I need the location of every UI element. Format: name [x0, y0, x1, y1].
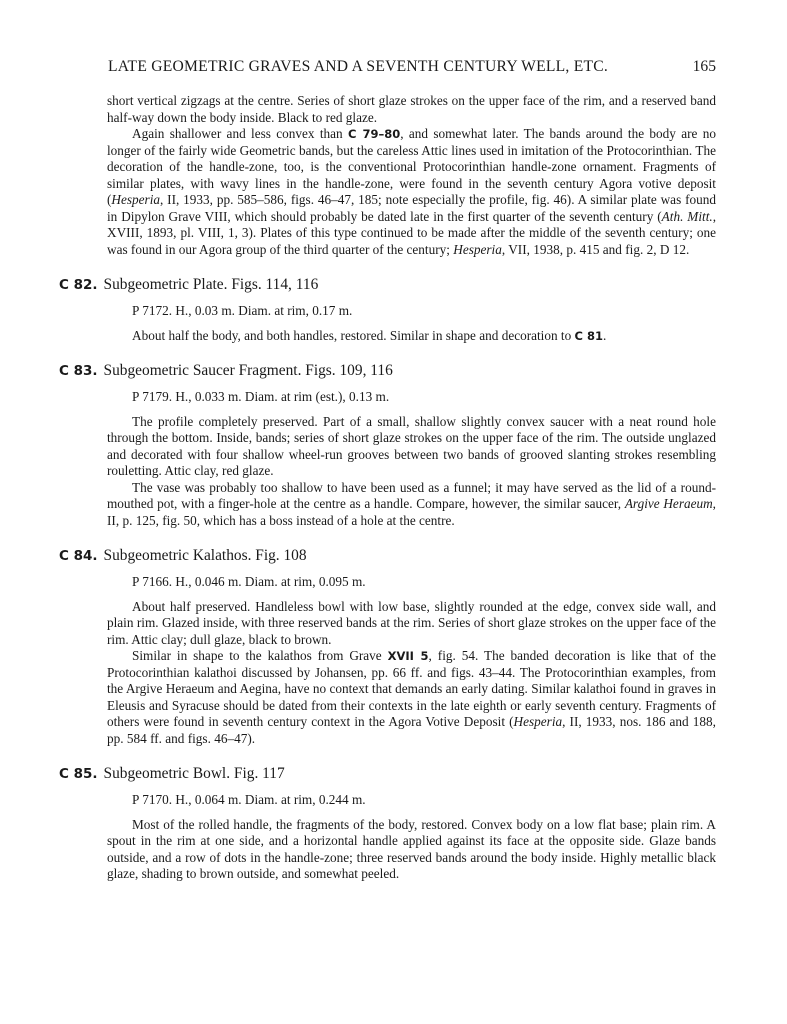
entry-title: Subgeometric Bowl. Fig. 117 [103, 765, 285, 782]
entry-description: About half preserved. Handleless bowl with low base, slightly rounded at the edge, convex side wall, and plain rim. Glazed inside, with three reserved bands at the rim. Series of short glaze strokes on the upper face of the rim. Attic clay; dull glaze, black to brown. [107, 598, 716, 647]
entry-heading [59, 361, 716, 381]
entry-heading [59, 764, 716, 784]
page-number: 165 [692, 58, 716, 75]
entry-title: Subgeometric Kalathos. Fig. 108 [103, 547, 307, 564]
running-title: LATE GEOMETRIC GRAVES AND A SEVENTH CENTURY WELL, ETC. [108, 58, 609, 75]
journal-title: Hesperia [513, 714, 563, 729]
entry-number: C 84. [59, 548, 98, 564]
entry-number: C 82. [59, 277, 98, 293]
entry-description: Most of the rolled handle, the fragments of the body, restored. Convex body on a low flat base; plain rim. A spout in the rim at one side, and a horizontal handle applied against its face at the opposite side. Glaze bands outside, and a row of dots in the handle-zone; three reserved bands around the body inside. Highly metallic black glaze, shading to brown outside, and somewhat peeled. [107, 816, 716, 881]
entry-measurements: P 7170. H., 0.064 m. Diam. at rim, 0.244 m. [132, 792, 366, 807]
catalogue-entry-c83 [59, 361, 716, 529]
catalogue-reference: C 79–80 [347, 127, 401, 141]
entry-heading [59, 275, 716, 295]
intro-paragraph-1: short vertical zigzags at the centre. Series of short glaze strokes on the upper face of the rim, and a reserved band half-way down the body inside. Black to red glaze. [107, 93, 716, 125]
catalogue-entry-c85 [59, 764, 716, 883]
catalogue-entry-c84 [59, 546, 716, 747]
catalogue-entry-c82 [59, 275, 716, 344]
entry-title: Subgeometric Plate. Figs. 114, 116 [103, 276, 319, 293]
catalogue-reference: C 81 [574, 328, 603, 343]
entry-commentary: Similar in shape to the kalathos from Grave XVII 5, fig. 54. The banded decoration is like that of the Protocorinthian kalathoi discussed by Johansen, pp. 66 ff. and figs. 43–44. The Protocorinthian examples, from the Argive Heraeum and Aegina, have no context that demands an early dating. Similar kalathoi found in graves in Eleusis and Syracuse should be dated from their contexts in the late eighth or early seventh century. Fragments of others were found in seventh century context in the Agora Votive Deposit (Hesperia, II, 1933, nos. 186 and 188, pp. 584 ff. and figs. 46–47). [107, 648, 716, 746]
running-header [108, 58, 716, 80]
page-body [59, 93, 717, 883]
entry-description: The profile completely preserved. Part of a small, shallow slightly convex saucer with a neat round hole through the bottom. Inside, bands; series of short glaze strokes on the upper face of the rim. The outside unglazed and decorated with four shallow wheel-run grooves between two bands of grooved slanting strokes resembling rouletting. Attic clay, red glaze. [107, 413, 716, 478]
journal-title: Ath. Mitt. [661, 208, 713, 224]
entry-measurements: P 7166. H., 0.046 m. Diam. at rim, 0.095 m. [132, 574, 366, 589]
journal-title: Hesperia [453, 241, 502, 257]
intro-paragraph-2: Again shallower and less convex than C 79–80, and somewhat later. The bands around the body are no longer of the fairly wide Geometric bands, but the careless Attic lines used in imitation of the Protocorinthian. The decoration of the handle-zone, too, is the conventional Protocorinthian handle-zone ornament. Fragments of similar plates, with wavy lines in the handle-zone, were found in the seventh century Agora votive deposit (Hesperia, II, 1933, pp. 585–586, figs. 46–47, 185; note especially the profile, fig. 46). A similar plate was found in Dipylon Grave VIII, which should probably be dated late in the first quarter of the seventh century (Ath. Mitt., XVIII, 1893, pl. VIII, 1, 3). Plates of this type continued to be made after the middle of the seventh century; one was found in our Agora group of the third quarter of the century; Hesperia, VII, 1938, p. 415 and fig. 2, D 12. [107, 126, 717, 257]
entry-measurements: P 7179. H., 0.033 m. Diam. at rim (est.), 0.13 m. [132, 389, 390, 404]
journal-title: Hesperia [111, 192, 160, 207]
entry-number: C 83. [59, 363, 98, 379]
entry-measurements: P 7172. H., 0.03 m. Diam. at rim, 0.17 m. [132, 303, 353, 318]
entry-number: C 85. [59, 766, 98, 782]
entry-heading [59, 546, 716, 566]
publication-title: Argive Heraeum [624, 496, 713, 511]
catalogue-reference: XVII 5 [387, 649, 429, 663]
entry-description: About half the body, and both handles, restored. Similar in shape and decoration to C 81. [132, 327, 607, 343]
entry-commentary: The vase was probably too shallow to have been used as a funnel; it may have served as the lid of a round-mouthed pot, with a finger-hole at the centre as a handle. Compare, however, the similar saucer, Argive Heraeum, II, p. 125, fig. 50, which has a boss instead of a hole at the centre. [107, 479, 716, 528]
entry-title: Subgeometric Saucer Fragment. Figs. 109, 116 [103, 362, 393, 379]
